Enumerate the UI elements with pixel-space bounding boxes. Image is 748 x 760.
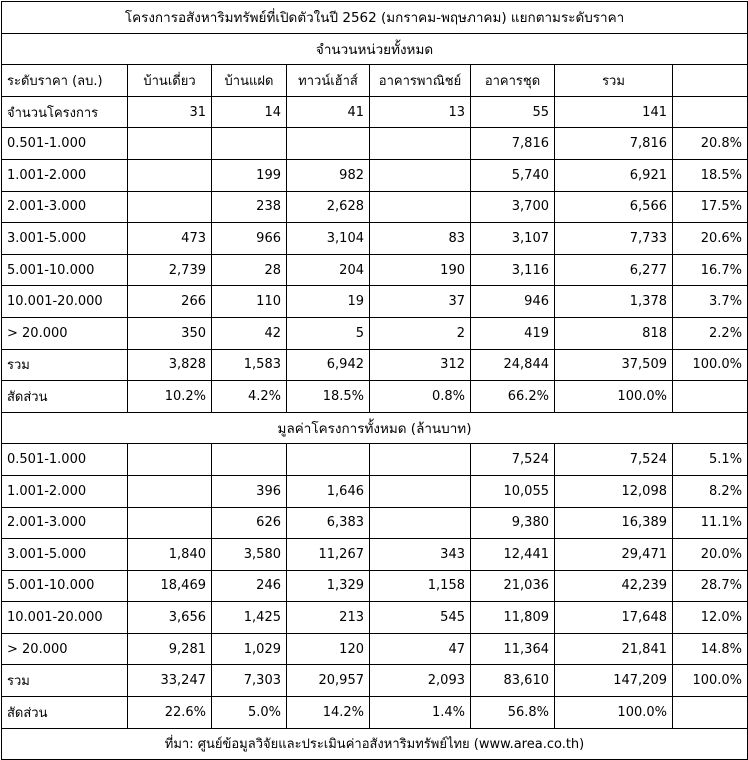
table-cell: 37,509 <box>555 349 673 381</box>
table-cell <box>370 191 471 223</box>
table-row <box>2 539 748 571</box>
table-cell: 4.2% <box>212 381 287 413</box>
table-cell: 13 <box>370 96 471 128</box>
row-label: 2.001-3.000 <box>2 191 128 223</box>
table-cell: 20.8% <box>673 128 748 160</box>
table-cell: 190 <box>370 254 471 286</box>
price-level-table <box>1 1 748 760</box>
row-label: รวม <box>2 665 128 697</box>
table-cell: 350 <box>128 317 212 349</box>
column-header: บ้านแฝด <box>212 65 287 97</box>
table-cell: 3.7% <box>673 286 748 318</box>
title-row <box>2 2 748 34</box>
column-header <box>673 65 748 97</box>
table-cell <box>128 191 212 223</box>
table-cell: 966 <box>212 223 287 255</box>
table-row <box>2 507 748 539</box>
table-cell <box>128 159 212 191</box>
row-label: สัดส่วน <box>2 697 128 729</box>
table-title: โครงการอสังหาริมทรัพย์ที่เปิดตัวในปี 2562 (มกราคม-พฤษภาคม) แยกตามระดับราคา <box>2 2 748 34</box>
table-cell: 16,389 <box>555 507 673 539</box>
table-cell: 17.5% <box>673 191 748 223</box>
table-cell: 246 <box>212 570 287 602</box>
table-cell <box>212 444 287 476</box>
value-section-heading: มูลค่าโครงการทั้งหมด (ล้านบาท) <box>2 412 748 444</box>
column-header-row <box>2 65 748 97</box>
table-cell: 5,740 <box>471 159 555 191</box>
table-cell <box>673 96 748 128</box>
table-cell: 100.0% <box>555 381 673 413</box>
row-label: 3.001-5.000 <box>2 223 128 255</box>
table-cell: 12,098 <box>555 475 673 507</box>
table-row <box>2 444 748 476</box>
table-cell: 1,583 <box>212 349 287 381</box>
table-cell: 818 <box>555 317 673 349</box>
row-label: 10.001-20.000 <box>2 602 128 634</box>
table-cell: 8.2% <box>673 475 748 507</box>
row-label: สัดส่วน <box>2 381 128 413</box>
table-cell: 100.0% <box>673 349 748 381</box>
table-cell: 312 <box>370 349 471 381</box>
table-cell: 7,524 <box>555 444 673 476</box>
column-header: บ้านเดี่ยว <box>128 65 212 97</box>
column-header: ระดับราคา (ลบ.) <box>2 65 128 97</box>
table-cell: 6,383 <box>287 507 370 539</box>
table-row <box>2 697 748 729</box>
table-cell <box>287 444 370 476</box>
table-cell: 110 <box>212 286 287 318</box>
table-row <box>2 475 748 507</box>
table-cell: 14.8% <box>673 633 748 665</box>
table-cell: 3,656 <box>128 602 212 634</box>
table-cell: 3,116 <box>471 254 555 286</box>
value-section-heading-row <box>2 412 748 444</box>
column-header: อาคารพาณิชย์ <box>370 65 471 97</box>
table-row <box>2 602 748 634</box>
table-cell: 16.7% <box>673 254 748 286</box>
row-label: จำนวนโครงการ <box>2 96 128 128</box>
units-heading-row <box>2 33 748 65</box>
table-cell: 6,277 <box>555 254 673 286</box>
row-label: 3.001-5.000 <box>2 539 128 571</box>
table-cell <box>370 475 471 507</box>
units-section-heading: จำนวนหน่วยทั้งหมด <box>2 33 748 65</box>
table-cell: 11,364 <box>471 633 555 665</box>
table-cell: 17,648 <box>555 602 673 634</box>
table-cell <box>287 128 370 160</box>
table-cell: 6,942 <box>287 349 370 381</box>
table-cell: 2.2% <box>673 317 748 349</box>
table-cell: 1,378 <box>555 286 673 318</box>
table-cell <box>370 507 471 539</box>
table-cell: 24,844 <box>471 349 555 381</box>
table-cell: 238 <box>212 191 287 223</box>
table-cell: 141 <box>555 96 673 128</box>
table-cell: 18,469 <box>128 570 212 602</box>
table-cell: 83 <box>370 223 471 255</box>
table-cell <box>673 381 748 413</box>
table-cell: 21,841 <box>555 633 673 665</box>
table-row <box>2 665 748 697</box>
table-cell: 55 <box>471 96 555 128</box>
table-cell: 147,209 <box>555 665 673 697</box>
table-cell: 343 <box>370 539 471 571</box>
row-label: 10.001-20.000 <box>2 286 128 318</box>
table-cell: 6,921 <box>555 159 673 191</box>
table-cell: 266 <box>128 286 212 318</box>
table-cell: 419 <box>471 317 555 349</box>
table-cell: 1.4% <box>370 697 471 729</box>
table-cell: 31 <box>128 96 212 128</box>
table-cell: 29,471 <box>555 539 673 571</box>
table-cell: 11,809 <box>471 602 555 634</box>
row-label: 0.501-1.000 <box>2 444 128 476</box>
table-cell: 19 <box>287 286 370 318</box>
table-cell <box>128 475 212 507</box>
table-cell: 7,816 <box>471 128 555 160</box>
table-row <box>2 159 748 191</box>
table-cell: 18.5% <box>287 381 370 413</box>
table-cell: 2 <box>370 317 471 349</box>
table-cell: 100.0% <box>673 665 748 697</box>
table-cell: 20.0% <box>673 539 748 571</box>
table-cell: 12.0% <box>673 602 748 634</box>
table-cell: 42 <box>212 317 287 349</box>
table-cell: 41 <box>287 96 370 128</box>
table-cell: 7,816 <box>555 128 673 160</box>
table-cell: 14.2% <box>287 697 370 729</box>
table-row <box>2 570 748 602</box>
table-cell: 5 <box>287 317 370 349</box>
table-cell: 120 <box>287 633 370 665</box>
table-cell: 199 <box>212 159 287 191</box>
table-cell: 7,524 <box>471 444 555 476</box>
table-cell: 2,739 <box>128 254 212 286</box>
table-cell: 83,610 <box>471 665 555 697</box>
row-label: 2.001-3.000 <box>2 507 128 539</box>
row-label: 5.001-10.000 <box>2 570 128 602</box>
table-cell: 42,239 <box>555 570 673 602</box>
table-cell: 18.5% <box>673 159 748 191</box>
table-cell: 0.8% <box>370 381 471 413</box>
table-cell: 12,441 <box>471 539 555 571</box>
table-cell <box>128 507 212 539</box>
table-cell: 21,036 <box>471 570 555 602</box>
table-row <box>2 223 748 255</box>
table-row <box>2 191 748 223</box>
table-cell: 1,029 <box>212 633 287 665</box>
table-row <box>2 349 748 381</box>
table-row <box>2 633 748 665</box>
table-row <box>2 254 748 286</box>
table-cell: 33,247 <box>128 665 212 697</box>
table-cell: 9,281 <box>128 633 212 665</box>
table-cell: 37 <box>370 286 471 318</box>
source-note: ที่มา: ศูนย์ข้อมูลวิจัยและประเมินค่าอสังหาริมทรัพย์ไทย (www.area.co.th) <box>2 728 748 760</box>
table-cell <box>673 697 748 729</box>
table-cell: 14 <box>212 96 287 128</box>
table-cell: 10,055 <box>471 475 555 507</box>
row-label: 1.001-2.000 <box>2 475 128 507</box>
table-cell: 3,107 <box>471 223 555 255</box>
table-cell <box>128 444 212 476</box>
row-label: > 20.000 <box>2 633 128 665</box>
table-cell <box>370 128 471 160</box>
table-cell: 3,700 <box>471 191 555 223</box>
table-cell: 2,628 <box>287 191 370 223</box>
table-row <box>2 317 748 349</box>
table-row <box>2 381 748 413</box>
table-cell: 982 <box>287 159 370 191</box>
table-cell: 28 <box>212 254 287 286</box>
table-cell: 2,093 <box>370 665 471 697</box>
row-label: รวม <box>2 349 128 381</box>
table-cell: 545 <box>370 602 471 634</box>
table-cell: 6,566 <box>555 191 673 223</box>
source-row <box>2 728 748 760</box>
table-cell: 22.6% <box>128 697 212 729</box>
table-cell: 3,104 <box>287 223 370 255</box>
table-cell: 20,957 <box>287 665 370 697</box>
project-count-row <box>2 96 748 128</box>
table-body <box>2 2 748 760</box>
table-cell: 1,158 <box>370 570 471 602</box>
row-label: 1.001-2.000 <box>2 159 128 191</box>
table-cell: 396 <box>212 475 287 507</box>
column-header: รวม <box>555 65 673 97</box>
table-cell <box>212 128 287 160</box>
table-cell: 56.8% <box>471 697 555 729</box>
table-cell: 3,580 <box>212 539 287 571</box>
table-row <box>2 286 748 318</box>
table-cell: 473 <box>128 223 212 255</box>
column-header: ทาวน์เฮ้าส์ <box>287 65 370 97</box>
table-cell: 626 <box>212 507 287 539</box>
table-cell: 9,380 <box>471 507 555 539</box>
row-label: > 20.000 <box>2 317 128 349</box>
table-cell: 47 <box>370 633 471 665</box>
row-label: 5.001-10.000 <box>2 254 128 286</box>
table-cell: 1,840 <box>128 539 212 571</box>
table-cell: 1,646 <box>287 475 370 507</box>
table-row <box>2 128 748 160</box>
table-cell: 66.2% <box>471 381 555 413</box>
row-label: 0.501-1.000 <box>2 128 128 160</box>
table-cell: 28.7% <box>673 570 748 602</box>
table-cell: 10.2% <box>128 381 212 413</box>
table-cell: 7,303 <box>212 665 287 697</box>
table-cell: 100.0% <box>555 697 673 729</box>
table-cell <box>370 159 471 191</box>
table-cell: 20.6% <box>673 223 748 255</box>
table-cell: 5.1% <box>673 444 748 476</box>
table-cell <box>370 444 471 476</box>
table-cell: 204 <box>287 254 370 286</box>
table-cell <box>128 128 212 160</box>
table-cell: 213 <box>287 602 370 634</box>
table-cell: 1,425 <box>212 602 287 634</box>
table-cell: 11.1% <box>673 507 748 539</box>
table-cell: 7,733 <box>555 223 673 255</box>
table-cell: 1,329 <box>287 570 370 602</box>
table-cell: 11,267 <box>287 539 370 571</box>
table-cell: 946 <box>471 286 555 318</box>
table-cell: 5.0% <box>212 697 287 729</box>
column-header: อาคารชุด <box>471 65 555 97</box>
table-cell: 3,828 <box>128 349 212 381</box>
